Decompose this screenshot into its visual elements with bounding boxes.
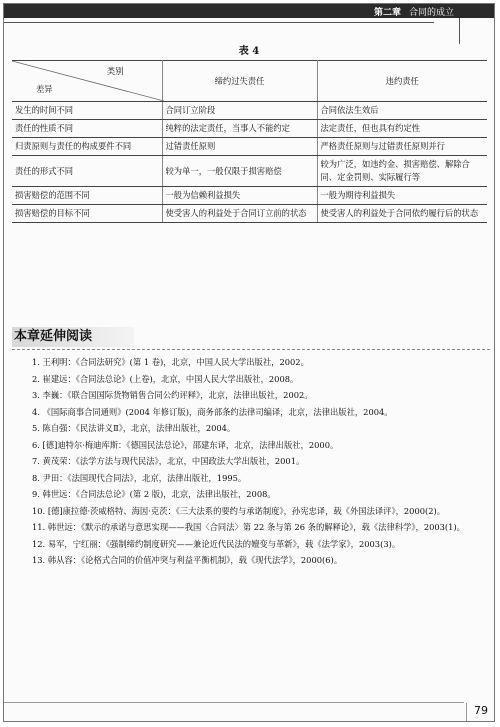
cell-precontract: 过错责任原则 — [162, 138, 317, 156]
reference-item: 10. [德]康拉德·茨威格特、海因·克茨：《三大法系的要约与承诺制度》，孙宪忠译，载《外国法译评》，2000(2)。 — [32, 505, 446, 516]
footer-vertical-rule — [466, 703, 467, 721]
reference-item: 2. 崔建远：《合同法总论》(上卷)，北京，中国人民大学出版社，2008。 — [32, 373, 299, 384]
row-label: 责任的形式不同 — [12, 156, 162, 187]
cell-breach: 合同依法生效后 — [317, 102, 487, 120]
table-title: 表 4 — [238, 46, 260, 57]
reference-item: 4. 《国际商事合同通则》(2004 年修订版)，商务部条约法律司编译，北京，法律出版社，2004。 — [32, 406, 393, 417]
footer-rule — [4, 702, 464, 703]
corner-label-difference: 差异 — [36, 84, 53, 94]
page-number: 79 — [474, 704, 488, 717]
section-rule — [12, 349, 490, 350]
row-label: 责任的性质不同 — [12, 120, 162, 138]
row-label: 损害赔偿的目标不同 — [12, 205, 162, 223]
chapter-number: 第二章 — [373, 7, 401, 18]
cell-breach: 使受害人的利益处于合同依约履行后的状态 — [317, 205, 487, 223]
reference-item: 13. 韩从容：《论格式合同的价值冲突与利益平衡机制》，载《现代法学》，2000(6)。 — [32, 555, 343, 565]
reference-item: 1. 王利明：《合同法研究》(第 1 卷)，北京，中国人民大学出版社，2002。 — [32, 357, 309, 367]
cell-precontract: 纯粹的法定责任，当事人不能约定 — [162, 120, 317, 138]
corner-label-category: 类别 — [106, 66, 124, 76]
table-row — [12, 102, 487, 120]
header-vertical-rule — [459, 18, 460, 44]
reference-item: 5. 陈自强：《民法讲义Ⅱ》，北京，法律出版社，2004。 — [32, 423, 236, 433]
cell-breach: 较为广泛，如违约金、损害赔偿、解除合同、定金罚则、实际履行等 — [317, 156, 487, 187]
diagonal-header-cell — [12, 61, 162, 102]
cell-precontract: 合同订立阶段 — [162, 102, 317, 120]
row-label: 发生的时间不同 — [12, 102, 162, 120]
table-row — [12, 156, 487, 187]
reference-item: 3. 李巍：《联合国国际货物销售合同公约评释》，北京，法律出版社，2002。 — [32, 390, 313, 400]
cell-breach: 法定责任，但也具有约定性 — [317, 120, 487, 138]
cell-precontract: 使受害人的利益处于合同订立前的状态 — [162, 205, 317, 223]
diagonal-line — [12, 61, 164, 101]
row-label: 损害赔偿的范围不同 — [12, 187, 162, 205]
running-header — [4, 4, 494, 18]
table-row — [12, 205, 487, 223]
reference-item: 12. 易军，宁红丽：《强制缔约制度研究——兼论近代民法的嬗变与革新》，载《法学家》，2003(3)。 — [32, 538, 401, 549]
comparison-table — [12, 60, 487, 223]
reference-item: 11. 韩世远：《默示的承诺与意思实现——我国〈合同法〉第 22 条与第 26 条的解释论》，载《法律科学》，2003(1)。 — [32, 522, 465, 532]
cell-breach: 一般为期待利益损失 — [317, 187, 487, 205]
cell-precontract: 较为单一，一般仅限于损害赔偿 — [162, 156, 317, 187]
section-title: 本章延伸阅读 — [12, 327, 134, 347]
book-page — [3, 3, 495, 722]
reference-list — [14, 354, 484, 569]
table-header-row — [12, 61, 487, 102]
column-header-precontract: 缔约过失责任 — [162, 61, 317, 102]
cell-precontract: 一般为信赖利益损失 — [162, 187, 317, 205]
table-row — [12, 120, 487, 138]
cell-breach: 严格责任原则与过错责任原则并行 — [317, 138, 487, 156]
reference-item: 6. [德]迪特尔·梅迪库斯：《德国民法总论》，邵建东译，北京，法律出版社，2000。 — [32, 439, 339, 450]
row-label: 归责原则与责任的构成要件不同 — [12, 138, 162, 156]
chapter-title: 合同的成立 — [408, 7, 454, 18]
table-row — [12, 187, 487, 205]
reference-item: 8. 尹田：《法国现代合同法》，北京，法律出版社，1995。 — [32, 472, 247, 483]
column-header-breach: 违约责任 — [317, 61, 487, 102]
table-row — [12, 138, 487, 156]
header-rule — [4, 22, 434, 23]
reference-item: 9. 韩世远：《合同法总论》(第 2 版)，北京，法律出版社，2008。 — [32, 489, 276, 499]
reference-item: 7. 黄茂荣：《法学方法与现代民法》，北京，中国政法大学出版社，2001。 — [32, 456, 305, 466]
